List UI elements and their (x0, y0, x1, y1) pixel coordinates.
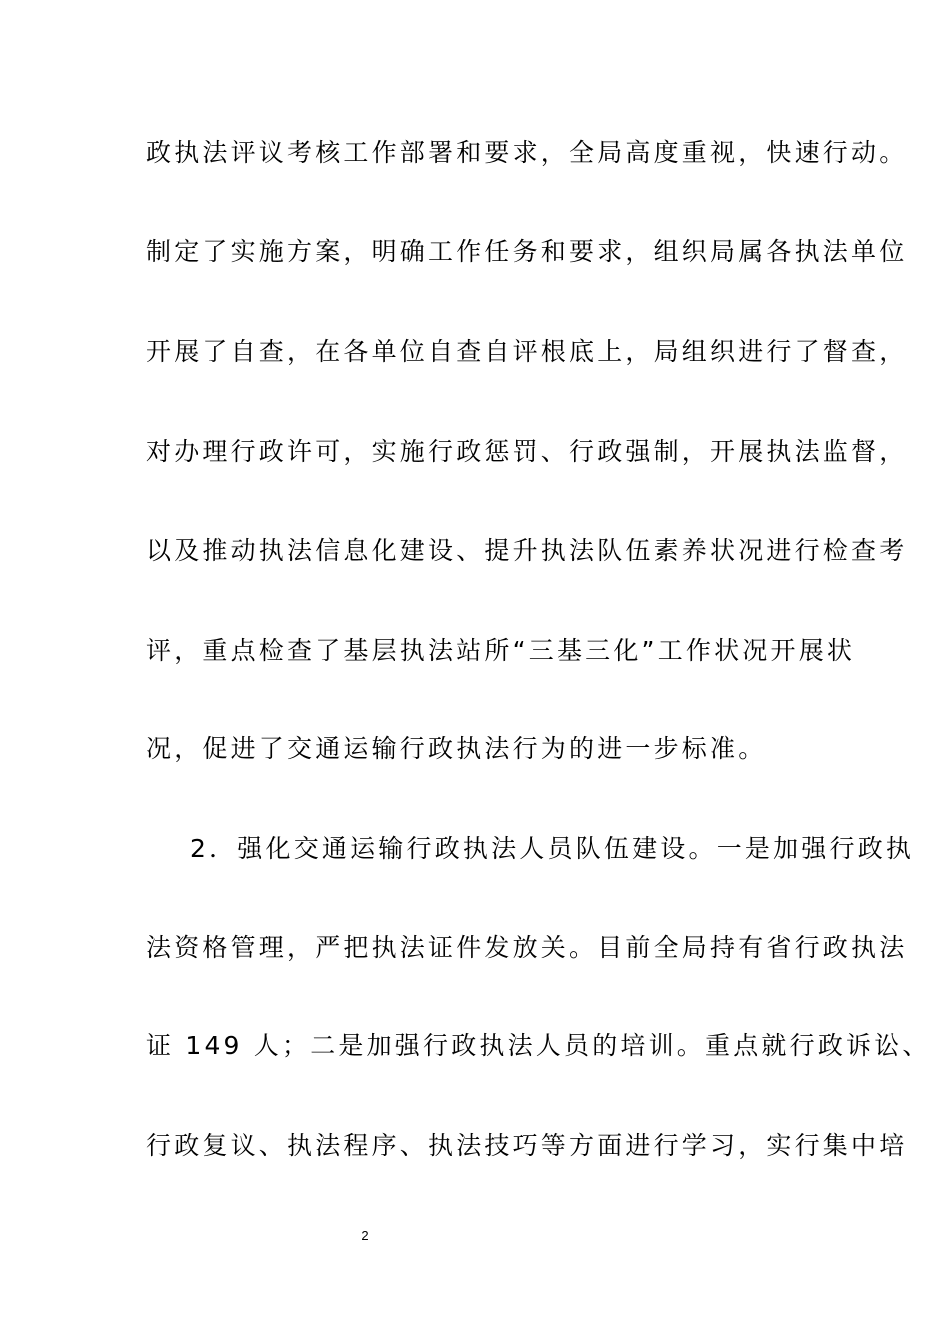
text-line-6: 评，重点检查了基层执法站所“三基三化”工作状况开展状 (146, 636, 856, 665)
text-line-8: 2．强化交通运输行政执法人员队伍建设。一是加强行政执 (190, 834, 915, 863)
text-line-11: 行政复议、执法程序、执法技巧等方面进行学习，实行集中培 (146, 1131, 908, 1160)
text-line-3: 开展了自查，在各单位自查自评根底上，局组织进行了督查， (146, 337, 908, 366)
text-line-5: 以及推动执法信息化建设、提升执法队伍素养状况进行检查考 (146, 536, 908, 565)
page-number: 2 (361, 1228, 369, 1243)
text-line-7: 况，促进了交通运输行政执法行为的进一步标准。 (146, 734, 767, 763)
text-line-9: 法资格管理，严把执法证件发放关。目前全局持有省行政执法 (146, 933, 908, 962)
text-line-2: 制定了实施方案，明确工作任务和要求，组织局属各执法单位 (146, 237, 908, 266)
text-line-1: 政执法评议考核工作部署和要求，全局高度重视，快速行动。 (146, 138, 908, 167)
text-line-10: 证 149 人；二是加强行政执法人员的培训。重点就行政诉讼、 (146, 1031, 931, 1060)
text-line-4: 对办理行政许可，实施行政惩罚、行政强制，开展执法监督， (146, 437, 908, 466)
